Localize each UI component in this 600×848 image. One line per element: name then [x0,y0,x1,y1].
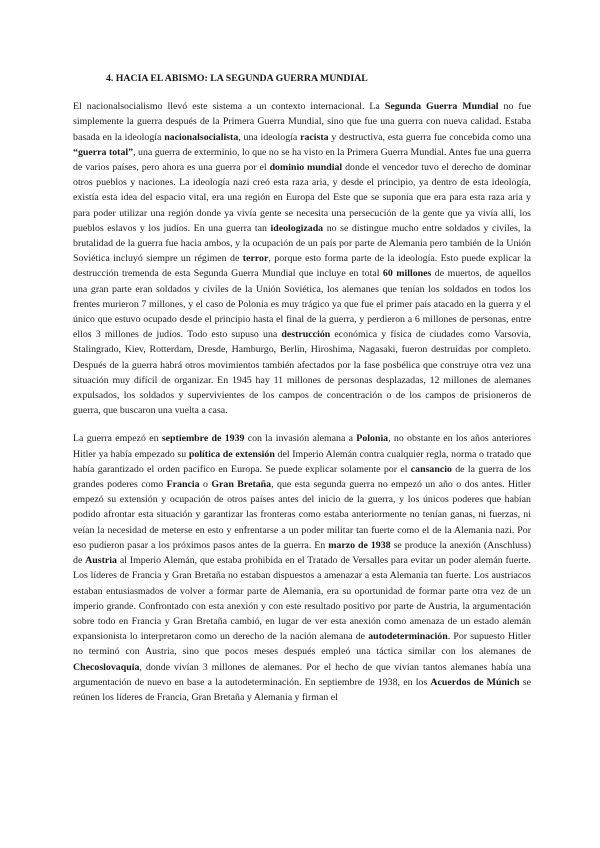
body-text: de la guerra de los grandes poderes como [73,463,531,491]
emphasis-text: Gran Bretaña [211,479,272,491]
emphasis-text: cansancio [410,463,452,475]
emphasis-text: autodeterminación [368,631,448,643]
emphasis-text: terror [242,253,269,265]
emphasis-text: marzo de 1938 [328,539,391,551]
body-text: o [199,479,212,491]
emphasis-text: Checoslovaquia [73,661,140,673]
body-text: , una guerra de exterminio, lo que no se ha visto en la Primera Guerra Mundial. Antes fue una guerra de varios países, pero ahora es una guerra por el [73,146,531,174]
emphasis-text: Francia [166,479,200,491]
emphasis-text: septiembre de 1939 [161,433,245,445]
paragraph-1 [73,99,531,418]
body-text: . Por supuesto Hitler no terminó con Austria, sino que pocos meses después empleó una táctica similar con los alemanes de [73,631,531,658]
emphasis-text: Acuerdos de Múnich [430,676,520,688]
body-text: se reúnen los líderes de Francia, Gran Bretaña y Alemania y firman el [73,676,531,703]
emphasis-text: Segunda Guerra Mundial [384,101,499,113]
emphasis-text: racista [300,131,329,143]
paragraph-2 [73,431,531,705]
document-page [73,71,531,718]
body-text: económica y física de ciudades como Varsovia, Stalingrado, Kiev, Rotterdam, Dresde, Hamburgo, Berlín, Hiroshima, Nagasaki, fueron destruidas por completo. Después de la guerra habrá otros movimientos también afectados por la fase posbélica que construye otra vez una situación muy difícil de organizar. En 1945 hay 11 millones de personas desplazadas, 12 millones de alemanes expulsados, los soldados y supervivientes de los campos de concentración o de los campos de prisioneros de guerra, que buscaron una vuelta a casa. [73,329,532,417]
body-text: al Imperio Alemán, que estaba prohibida en el Tratado de Versalles para evitar un poder alemán fuerte. Los líderes de Francia y Gran Bretaña no estaban dispuestos a amenazar a esta Alemania tan fuerte. Los austriacos estaban entusiasmados de volver a formar parte de Alemania, era su oportunidad de formar parte otra vez de un imperio grande. Confrontado con esta anexión y con este resultado positivo por parte de Austria, la argumentación sobre todo en Francia y Gran Bretaña cambió, en lugar de ver esta anexión como amenaza de un estado alemán expansionista lo interpretaron como un derecho de la nación alemana de [73,555,531,643]
emphasis-text: ideologizada [270,222,324,234]
emphasis-text: 60 millones [382,268,432,280]
body-text: donde el vencedor tuvo el derecho de dominar otros pueblos y naciones. La ideología nazi creó esta raza aria, y desde el principio, ya dentro de esta ideología, existía esta idea del espacio vital, era una región en Europa del Este que se suponía que era para esta raza aria y para poder utilizar una región donde ya vivía gente se necesita una persecución de la gente que ya vivía allí, los pueblos eslavos y los judíos. En una guerra tan [73,162,532,234]
body-text: , que esta segunda guerra no empezó un año o dos antes. Hitler empezó su extensión y ocupación de otros países antes del inicio de la guerra, y los únicos poderes que habían podido afrontar esta situación y garantizar las fronteras como estaba anteriormente no tenían ganas, ni fuerzas, ni veían la necesidad de meterse en esto y enfrentarse a un poder militar tan fuerte como el de la Alemania nazi. Por eso pudieron pasar a los próximos pasos antes de la guerra. En [73,479,532,551]
body-text: y destructiva, esta guerra fue concebida como una [328,131,531,143]
emphasis-text: dominio mundial [269,162,343,174]
emphasis-text: “guerra total” [73,146,134,158]
body-text: con la invasión alemana a [244,433,357,445]
body-text: se produce la anexión (Anschluss) de [73,539,532,567]
emphasis-text: nacionalsocialista [164,131,239,143]
body-text: El nacionalsocialismo llevó este sistema a un contexto internacional. La [73,101,385,113]
body-text: , donde vivían 3 millones de alemanes. Por el hecho de que vivían tantos alemanes había una argumentación de nuevo en base a la autodeterminación. En septiembre de 1938, en los [73,661,531,688]
body-text: no fue simplemente la guerra después de la Primera Guerra Mundial, sino que fue una guerra con nueva calidad. Estaba basada en la ideología [73,101,532,143]
body-text: del Imperio Alemán contra cualquier regla, norma o tratado que había garantizado el orden pacífico en Europa. Se puede explicar solamente por el [73,448,531,475]
body-text: no se distingue mucho entre soldados y civiles, la brutalidad de la guerra fue hacia ambos, y la ocupación de un país por parte de Alemania pero también de la Unión Soviética incluyó siempre un régimen de [73,222,531,265]
emphasis-text: política de extensión [188,448,275,460]
section-title: 4. HACIA EL ABISMO: LA SEGUNDA GUERRA MUNDIAL [106,73,368,84]
body-text: de muertos, de aquellos una gran parte eran soldados y civiles de la Unión Soviética, los alemanes que tenían los soldados en todos los frentes murieron 7 millones, y el caso de Polonia es muy trágico ya que fue el primer país atacado en la guerra y el único que estuvo ocupado desde el principio hasta el final de la guerra, y perdieron a 6 millones de personas, entre ellos 3 millones de judíos. Todo esto supuso una [73,268,531,341]
emphasis-text: Polonia [356,433,389,445]
body-text: La guerra empezó en [73,433,162,445]
body-text: , no obstante en los años anteriores Hitler ya había empezado su [73,433,531,460]
emphasis-text: destrucción [281,329,331,341]
body-text: , una ideología [238,131,301,143]
body-text: , porque esto forma parte de la ideología. Esto puede explicar la destrucción tremenda de esta Segunda Guerra Mundial que incluye en total [73,253,531,280]
emphasis-text: Austria [85,555,117,567]
